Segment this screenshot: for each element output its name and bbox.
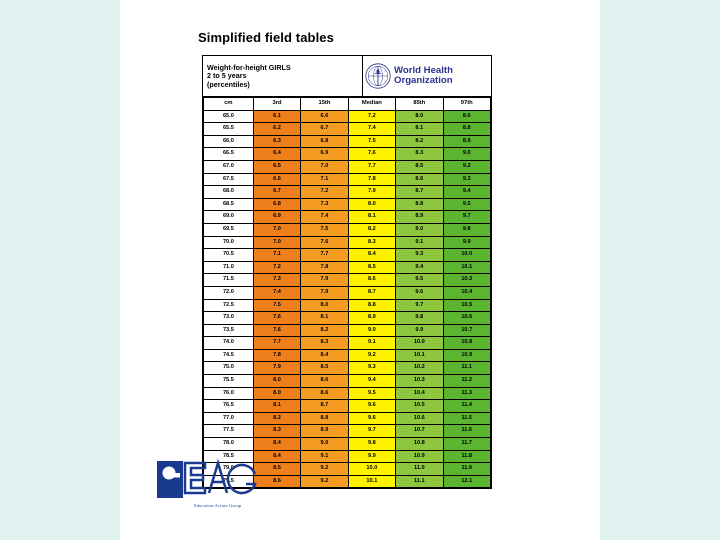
height-cell: 78.5 [204,450,254,463]
weight-cell: 9.3 [443,173,490,186]
weight-cell: 9.7 [348,425,395,438]
weight-cell: 7.5 [348,135,395,148]
table-row [204,110,491,123]
weight-cell: 11.0 [396,463,443,476]
weight-cell: 6.5 [253,160,300,173]
weight-cell: 8.6 [301,387,348,400]
height-cell: 71.5 [204,274,254,287]
weight-cell: 10.3 [396,375,443,388]
weight-cell: 7.6 [301,236,348,249]
height-cell: 76.0 [204,387,254,400]
weight-cell: 8.6 [396,173,443,186]
weight-cell: 9.7 [443,211,490,224]
weight-cell: 7.4 [253,286,300,299]
weight-cell: 9.4 [396,261,443,274]
table-header-line3: (percentiles) [207,79,250,89]
height-cell: 66.5 [204,148,254,161]
weight-cell: 10.3 [443,274,490,287]
weight-cell: 8.9 [348,312,395,325]
table-header-row [204,98,491,111]
weight-cell: 7.7 [253,337,300,350]
weight-cell: 9.1 [348,337,395,350]
who-title-line2: Organization [394,75,453,86]
weight-cell: 10.1 [348,475,395,488]
weight-cell: 8.6 [443,110,490,123]
weight-cell: 9.3 [348,362,395,375]
weight-for-height-table [203,97,491,488]
weight-cell: 10.4 [396,387,443,400]
weight-cell: 10.9 [396,450,443,463]
column-header: 3rd [253,98,300,111]
weight-cell: 7.5 [301,223,348,236]
weight-cell: 8.7 [396,186,443,199]
weight-cell: 9.1 [301,450,348,463]
weight-cell: 8.5 [253,463,300,476]
table-row [204,223,491,236]
weight-cell: 9.2 [301,475,348,488]
weight-cell: 11.1 [443,362,490,375]
height-cell: 68.0 [204,186,254,199]
height-cell: 70.5 [204,249,254,262]
height-cell: 66.0 [204,135,254,148]
table-row [204,173,491,186]
table-header-text [203,56,362,96]
weight-cell: 7.4 [348,123,395,136]
weight-cell: 7.0 [253,223,300,236]
weight-cell: 8.7 [301,400,348,413]
weight-cell: 10.7 [396,425,443,438]
weight-cell: 10.0 [396,337,443,350]
height-cell: 79.5 [204,475,254,488]
table-row [204,387,491,400]
weight-cell: 8.8 [348,299,395,312]
weight-cell: 9.2 [443,160,490,173]
weight-cell: 8.3 [396,148,443,161]
field-table-container [202,55,492,489]
table-row [204,400,491,413]
column-header: 97th [443,98,490,111]
weight-cell: 9.8 [443,223,490,236]
table-row [204,135,491,148]
who-title [394,66,453,87]
weight-cell: 7.6 [348,148,395,161]
weight-cell: 7.8 [253,349,300,362]
table-header-line1: Weight-for-height GIRLS [207,62,291,72]
weight-cell: 8.6 [301,375,348,388]
weight-cell: 6.6 [301,110,348,123]
weight-cell: 6.4 [253,148,300,161]
weight-cell: 7.5 [253,299,300,312]
weight-cell: 9.6 [348,400,395,413]
height-cell: 74.0 [204,337,254,350]
who-title-line1: World Health [394,64,453,76]
weight-cell: 8.5 [301,362,348,375]
weight-cell: 11.3 [443,387,490,400]
weight-cell: 9.5 [396,274,443,287]
weight-cell: 6.9 [253,211,300,224]
table-header-banner [203,56,491,97]
weight-cell: 12.1 [443,475,490,488]
weight-cell: 7.9 [301,274,348,287]
table-row [204,362,491,375]
weight-cell: 9.0 [348,324,395,337]
table-row [204,211,491,224]
weight-cell: 9.9 [396,324,443,337]
weight-cell: 7.6 [253,324,300,337]
weight-cell: 8.3 [348,236,395,249]
weight-cell: 7.9 [253,362,300,375]
table-header-line2: 2 to 5 years [207,71,247,81]
weight-cell: 8.1 [253,400,300,413]
weight-cell: 9.8 [348,438,395,451]
weight-cell: 8.2 [396,135,443,148]
weight-cell: 9.2 [348,349,395,362]
weight-cell: 10.0 [348,463,395,476]
height-cell: 69.0 [204,211,254,224]
weight-cell: 9.8 [396,312,443,325]
weight-cell: 9.5 [348,387,395,400]
weight-cell: 8.8 [443,123,490,136]
weight-cell: 9.4 [348,375,395,388]
weight-cell: 9.2 [301,463,348,476]
table-row [204,312,491,325]
weight-cell: 8.5 [396,160,443,173]
weight-cell: 6.9 [301,148,348,161]
eag-logo-caption: Education Action Group [194,503,242,508]
table-row [204,324,491,337]
weight-cell: 7.9 [348,186,395,199]
height-cell: 76.5 [204,400,254,413]
height-cell: 77.0 [204,412,254,425]
weight-cell: 8.6 [253,475,300,488]
height-cell: 78.0 [204,438,254,451]
height-cell: 70.0 [204,236,254,249]
weight-cell: 7.4 [301,211,348,224]
weight-cell: 8.6 [348,274,395,287]
table-row [204,261,491,274]
table-row [204,375,491,388]
weight-cell: 6.7 [301,123,348,136]
weight-cell: 9.9 [443,236,490,249]
weight-cell: 8.1 [301,312,348,325]
table-row [204,160,491,173]
weight-cell: 8.0 [253,375,300,388]
weight-cell: 10.0 [443,249,490,262]
height-cell: 67.0 [204,160,254,173]
weight-cell: 8.1 [396,123,443,136]
weight-cell: 10.8 [396,438,443,451]
height-cell: 65.0 [204,110,254,123]
who-branding [362,56,491,96]
table-row [204,274,491,287]
weight-cell: 7.2 [301,186,348,199]
weight-cell: 11.5 [443,412,490,425]
weight-cell: 6.7 [253,186,300,199]
weight-cell: 9.4 [443,186,490,199]
weight-cell: 8.1 [348,211,395,224]
weight-cell: 8.4 [301,349,348,362]
weight-cell: 7.2 [348,110,395,123]
weight-cell: 10.6 [443,312,490,325]
weight-cell: 8.4 [253,450,300,463]
weight-cell: 8.4 [348,249,395,262]
weight-cell: 10.6 [396,412,443,425]
height-cell: 72.5 [204,299,254,312]
weight-cell: 8.3 [301,337,348,350]
weight-cell: 10.7 [443,324,490,337]
table-row [204,299,491,312]
weight-cell: 7.0 [301,160,348,173]
weight-cell: 8.5 [348,261,395,274]
column-header: Median [348,98,395,111]
table-row [204,123,491,136]
weight-cell: 8.2 [348,223,395,236]
height-cell: 77.5 [204,425,254,438]
table-body [204,110,491,488]
who-emblem-icon [365,63,391,89]
height-cell: 79.0 [204,463,254,476]
table-row [204,249,491,262]
weight-cell: 8.3 [253,425,300,438]
weight-cell: 8.7 [348,286,395,299]
height-cell: 71.0 [204,261,254,274]
table-row [204,236,491,249]
weight-cell: 6.2 [253,123,300,136]
height-cell: 74.5 [204,349,254,362]
weight-cell: 6.6 [253,173,300,186]
height-cell: 73.0 [204,312,254,325]
weight-cell: 9.9 [348,450,395,463]
weight-cell: 8.8 [396,198,443,211]
weight-cell: 8.0 [301,299,348,312]
weight-cell: 9.6 [348,412,395,425]
weight-cell: 6.3 [253,135,300,148]
weight-cell: 7.6 [253,312,300,325]
weight-cell: 10.5 [443,299,490,312]
height-cell: 65.5 [204,123,254,136]
weight-cell: 11.6 [443,425,490,438]
weight-cell: 9.3 [396,249,443,262]
weight-cell: 8.2 [301,324,348,337]
weight-cell: 8.0 [348,198,395,211]
weight-cell: 7.0 [253,236,300,249]
weight-cell: 8.2 [253,412,300,425]
weight-cell: 8.9 [301,425,348,438]
weight-cell: 10.5 [396,400,443,413]
page-title: Simplified field tables [198,30,334,45]
weight-cell: 8.9 [443,135,490,148]
weight-cell: 9.0 [396,223,443,236]
weight-cell: 7.7 [348,160,395,173]
weight-cell: 7.1 [301,173,348,186]
weight-cell: 8.4 [253,438,300,451]
table-row [204,412,491,425]
weight-cell: 10.1 [443,261,490,274]
table-row [204,438,491,451]
table-row [204,286,491,299]
weight-cell: 9.1 [396,236,443,249]
weight-cell: 7.2 [253,261,300,274]
weight-cell: 7.3 [253,274,300,287]
weight-cell: 7.8 [348,173,395,186]
weight-cell: 6.8 [253,198,300,211]
height-cell: 75.0 [204,362,254,375]
weight-cell: 9.6 [396,286,443,299]
weight-cell: 11.7 [443,438,490,451]
weight-cell: 8.8 [301,412,348,425]
weight-cell: 11.4 [443,400,490,413]
slide-canvas [120,0,600,540]
weight-cell: 7.8 [301,261,348,274]
weight-cell: 10.4 [443,286,490,299]
height-cell: 72.0 [204,286,254,299]
table-row [204,148,491,161]
weight-cell: 7.7 [301,249,348,262]
weight-cell: 11.1 [396,475,443,488]
height-cell: 69.5 [204,223,254,236]
weight-cell: 7.1 [253,249,300,262]
weight-cell: 8.0 [253,387,300,400]
weight-cell: 6.1 [253,110,300,123]
weight-cell: 10.9 [443,349,490,362]
weight-cell: 10.1 [396,349,443,362]
height-cell: 67.5 [204,173,254,186]
weight-cell: 8.0 [396,110,443,123]
table-row [204,337,491,350]
weight-cell: 7.9 [301,286,348,299]
weight-cell: 11.8 [443,450,490,463]
weight-cell: 8.9 [396,211,443,224]
weight-cell: 9.0 [443,148,490,161]
weight-cell: 7.3 [301,198,348,211]
weight-cell: 6.8 [301,135,348,148]
table-row [204,186,491,199]
height-cell: 73.5 [204,324,254,337]
weight-cell: 9.5 [443,198,490,211]
table-row [204,349,491,362]
weight-cell: 10.2 [396,362,443,375]
weight-cell: 11.9 [443,463,490,476]
weight-cell: 11.2 [443,375,490,388]
weight-cell: 9.0 [301,438,348,451]
height-cell: 75.5 [204,375,254,388]
weight-cell: 9.7 [396,299,443,312]
height-cell: 68.5 [204,198,254,211]
column-header: cm [204,98,254,111]
table-row [204,425,491,438]
table-row [204,198,491,211]
column-header: 85th [396,98,443,111]
weight-cell: 10.8 [443,337,490,350]
column-header: 15th [301,98,348,111]
